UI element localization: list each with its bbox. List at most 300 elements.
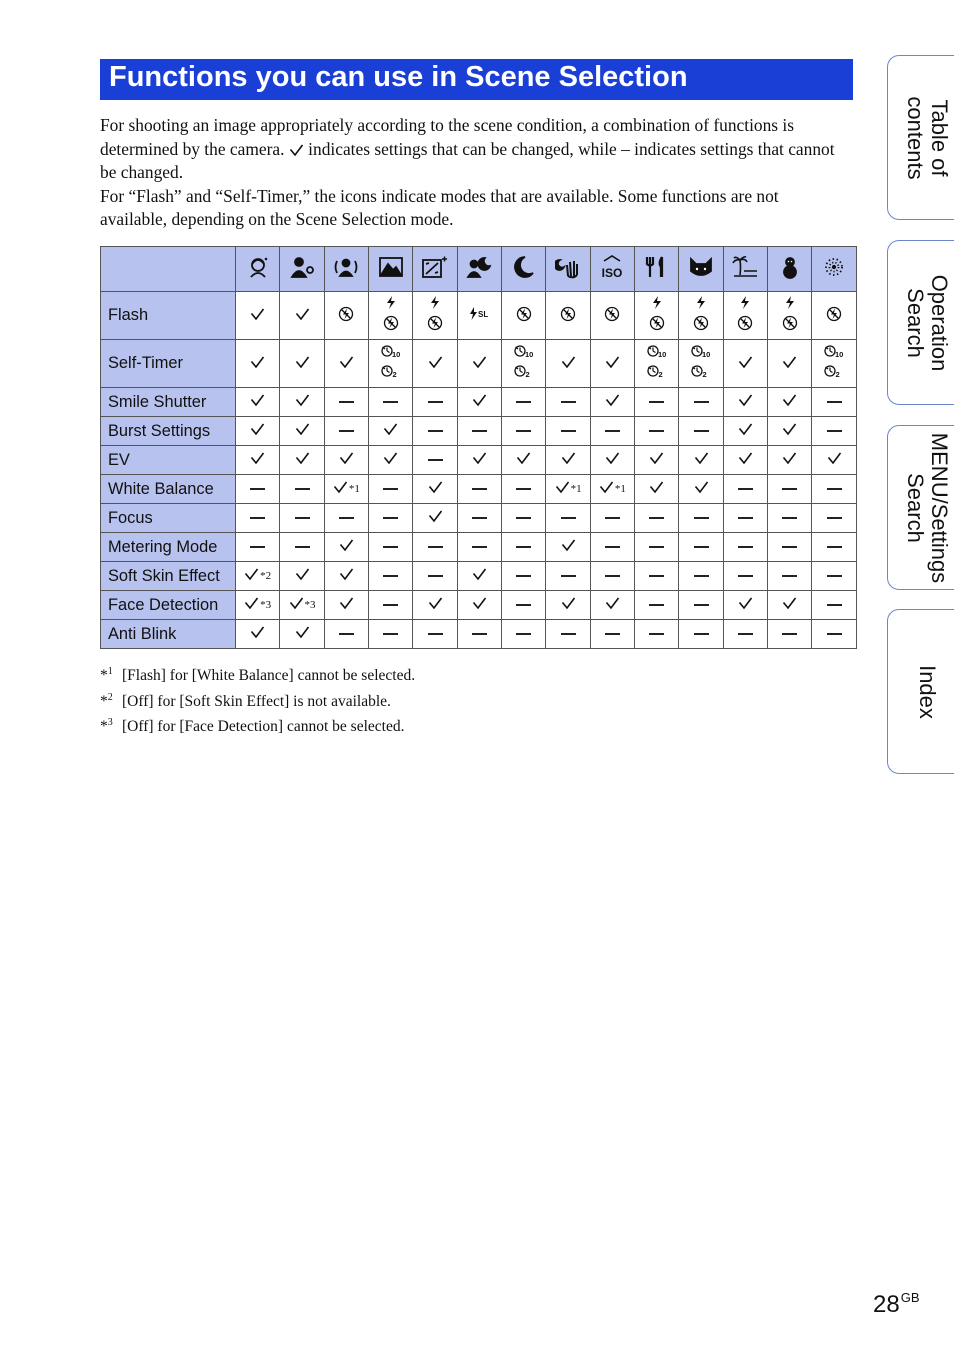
dash-mark <box>782 546 797 547</box>
checkmark-icon <box>295 451 310 469</box>
tab-menu-settings-search[interactable] <box>887 425 954 590</box>
table-cell <box>324 475 368 504</box>
checkmark-icon <box>561 355 576 373</box>
table-row <box>101 504 857 533</box>
checkmark-icon <box>782 393 797 411</box>
dash-mark <box>782 488 797 489</box>
checkmark-icon <box>738 422 753 440</box>
flash-off-icon <box>338 306 354 326</box>
checkmark-icon <box>428 480 443 498</box>
checkmark-icon <box>599 480 614 498</box>
table-cell <box>457 620 501 649</box>
checkmark-icon <box>694 480 709 498</box>
dash-mark <box>472 430 487 431</box>
table-cell <box>280 562 324 591</box>
tab-label-line2: Search <box>903 472 928 543</box>
checkmark-icon <box>782 355 797 373</box>
night-scene-icon <box>502 247 546 292</box>
table-cell <box>280 446 324 475</box>
dash-mark <box>383 604 398 605</box>
table-cell <box>457 446 501 475</box>
dash-mark <box>738 546 753 547</box>
flash-off-icon <box>427 315 443 336</box>
tab-label <box>903 432 951 582</box>
table-cell <box>723 292 767 340</box>
row-label: Smile Shutter <box>101 388 236 417</box>
row-label: Burst Settings <box>101 417 236 446</box>
table-cell <box>590 533 634 562</box>
table-cell <box>236 475 280 504</box>
dash-mark <box>649 546 664 547</box>
table-cell <box>457 562 501 591</box>
row-label: Metering Mode <box>101 533 236 562</box>
checkmark-icon <box>561 451 576 469</box>
dash-mark <box>561 517 576 518</box>
dash-mark <box>782 517 797 518</box>
checkmark-icon <box>555 480 570 498</box>
table-cell <box>723 533 767 562</box>
table-cell <box>413 340 457 388</box>
svg-text:10: 10 <box>657 350 667 358</box>
svg-text:2: 2 <box>658 370 663 378</box>
landscape-icon <box>369 247 413 292</box>
flash-off-icon <box>737 315 753 336</box>
checkmark-icon <box>295 393 310 411</box>
dash-mark <box>827 430 842 431</box>
table-row <box>101 417 857 446</box>
table-cell <box>502 562 546 591</box>
table-cell <box>369 446 413 475</box>
dash-mark <box>516 604 531 605</box>
table-cell <box>236 533 280 562</box>
table-cell <box>546 292 590 340</box>
table-cell <box>590 504 634 533</box>
checkmark-icon <box>605 596 620 614</box>
table-cell <box>679 504 723 533</box>
dash-mark <box>339 633 354 634</box>
checkmark-icon <box>339 538 354 556</box>
table-cell <box>457 504 501 533</box>
checkmark-icon <box>782 422 797 440</box>
table-row <box>101 620 857 649</box>
table-cell <box>502 388 546 417</box>
table-row <box>101 340 857 388</box>
table-cell <box>635 292 679 340</box>
table-cell <box>768 591 812 620</box>
table-cell <box>812 504 857 533</box>
table-cell <box>546 388 590 417</box>
dash-mark <box>428 546 443 547</box>
table-cell <box>635 533 679 562</box>
svg-text:2: 2 <box>525 370 530 378</box>
table-cell <box>236 504 280 533</box>
flash-off-icon <box>604 306 620 326</box>
table-cell <box>324 591 368 620</box>
footnote-marker: *$^1$ <box>100 666 113 685</box>
svg-text:10: 10 <box>391 350 401 358</box>
dash-mark <box>738 517 753 518</box>
dash-mark <box>561 430 576 431</box>
table-cell <box>546 620 590 649</box>
dash-mark <box>827 488 842 489</box>
beach-icon <box>723 247 767 292</box>
table-cell <box>723 446 767 475</box>
flash-off-icon <box>826 306 842 326</box>
row-label: Face Detection <box>101 591 236 620</box>
dash-mark <box>827 604 842 605</box>
dash-mark <box>339 401 354 402</box>
table-cell <box>590 292 634 340</box>
intro-text-a: For shooting an image appropriately according to the scene condition, a combination of functions is determined by the camera. <box>100 115 795 159</box>
table-cell <box>679 388 723 417</box>
table-cell <box>546 591 590 620</box>
table-cell <box>768 620 812 649</box>
page-title: Functions you can use in Scene Selection <box>109 61 688 93</box>
table-cell <box>723 504 767 533</box>
table-cell <box>812 446 857 475</box>
table-cell <box>324 417 368 446</box>
tab-label-line1: Table of <box>927 98 952 177</box>
table-cell <box>324 446 368 475</box>
table-cell <box>236 417 280 446</box>
checkmark-icon <box>295 625 310 643</box>
table-cell <box>369 475 413 504</box>
dash-mark <box>738 488 753 489</box>
table-cell <box>280 340 324 388</box>
tab-label-line2: contents <box>903 95 928 180</box>
table-cell <box>768 562 812 591</box>
dash-mark <box>561 633 576 634</box>
table-cell <box>679 591 723 620</box>
dash-mark <box>827 575 842 576</box>
checkmark-icon <box>333 480 348 498</box>
dash-mark <box>605 546 620 547</box>
table-cell <box>546 446 590 475</box>
table-cell <box>324 504 368 533</box>
checkmark-icon <box>339 355 354 373</box>
flash-off-icon <box>516 306 532 326</box>
table-row <box>101 292 857 340</box>
dash-mark <box>339 517 354 518</box>
dash-mark <box>339 430 354 431</box>
dash-mark <box>561 401 576 402</box>
dash-mark <box>827 401 842 402</box>
table-cell <box>590 388 634 417</box>
table-cell <box>812 340 857 388</box>
dash-mark <box>428 459 443 460</box>
svg-text:2: 2 <box>392 370 397 378</box>
dash-mark <box>383 488 398 489</box>
row-label: White Balance <box>101 475 236 504</box>
table-cell <box>812 620 857 649</box>
checkmark-icon <box>244 567 259 585</box>
row-label: Focus <box>101 504 236 533</box>
checkmark-icon <box>472 355 487 373</box>
table-row <box>101 533 857 562</box>
snow-icon <box>768 247 812 292</box>
tab-label-line1: Index <box>915 664 940 719</box>
table-cell <box>679 446 723 475</box>
table-cell <box>635 591 679 620</box>
table-cell <box>812 417 857 446</box>
footnote-text: [Flash] for [White Balance] cannot be selected. <box>122 667 416 685</box>
table-cell <box>280 504 324 533</box>
flash-off-icon <box>782 315 798 336</box>
table-cell <box>679 562 723 591</box>
self-timer-2sec-icon <box>824 364 844 383</box>
self-timer-10sec-icon <box>824 344 844 363</box>
table-cell <box>723 388 767 417</box>
dash-mark <box>649 430 664 431</box>
flash-auto-icon <box>740 296 750 314</box>
table-cell <box>502 446 546 475</box>
page-number-suffix: GB <box>900 1290 920 1305</box>
flash-off-icon <box>649 315 665 336</box>
flash-off-icon <box>693 315 709 336</box>
scene-function-table <box>100 246 857 649</box>
table-cell <box>502 340 546 388</box>
table-cell <box>413 533 457 562</box>
gourmet-icon <box>635 247 679 292</box>
dash-mark <box>383 546 398 547</box>
tab-label-line1: MENU/Settings <box>927 432 952 583</box>
dash-mark <box>649 633 664 634</box>
page-number <box>873 1290 920 1319</box>
table-cell <box>546 340 590 388</box>
table-cell <box>768 388 812 417</box>
self-timer-2sec-icon <box>381 364 401 383</box>
dash-mark <box>516 546 531 547</box>
dash-mark <box>694 517 709 518</box>
table-cell <box>236 292 280 340</box>
table-cell <box>280 292 324 340</box>
table-cell <box>457 591 501 620</box>
tab-index[interactable] <box>887 609 954 774</box>
dash-mark <box>516 633 531 634</box>
flash-auto-icon <box>386 296 396 314</box>
table-cell <box>324 292 368 340</box>
backlight-correction-hdr-icon <box>413 247 457 292</box>
table-cell <box>635 475 679 504</box>
table-cell <box>236 591 280 620</box>
checkmark-icon <box>250 355 265 373</box>
table-cell <box>236 340 280 388</box>
table-cell <box>768 292 812 340</box>
dash-mark <box>694 430 709 431</box>
table-cell <box>369 292 413 340</box>
table-cell <box>369 591 413 620</box>
checkmark-icon <box>295 355 310 373</box>
table-row <box>101 562 857 591</box>
footnote-text: [Off] for [Soft Skin Effect] is not available. <box>122 692 391 710</box>
footnote-ref: *3 <box>304 599 316 611</box>
dash-mark <box>738 633 753 634</box>
table-cell <box>457 475 501 504</box>
dash-mark <box>827 546 842 547</box>
fireworks-icon <box>812 247 857 292</box>
checkmark-icon <box>250 451 265 469</box>
dash-mark <box>250 488 265 489</box>
table-cell <box>502 591 546 620</box>
table-cell <box>679 620 723 649</box>
dash-mark <box>694 633 709 634</box>
table-cell <box>546 475 590 504</box>
table-cell <box>413 292 457 340</box>
checkmark-icon <box>289 596 304 614</box>
night-portrait-icon <box>457 247 501 292</box>
dash-mark <box>827 517 842 518</box>
footnote-item <box>100 661 415 687</box>
dash-mark <box>516 401 531 402</box>
table-cell <box>413 562 457 591</box>
self-timer-2sec-icon <box>691 364 711 383</box>
table-cell <box>768 417 812 446</box>
table-cell <box>502 504 546 533</box>
table-cell <box>679 417 723 446</box>
dash-mark <box>561 575 576 576</box>
table-cell <box>635 417 679 446</box>
dash-mark <box>516 517 531 518</box>
intro-text-b: indicates settings that can be changed, while – indicates settings that cannot be changed. <box>100 138 835 182</box>
dash-mark <box>694 575 709 576</box>
table-row <box>101 475 857 504</box>
table-cell <box>502 620 546 649</box>
table-cell <box>679 533 723 562</box>
footnote-marker: *$^3$ <box>100 717 113 736</box>
table-cell <box>590 417 634 446</box>
table-cell <box>812 388 857 417</box>
table-cell <box>324 388 368 417</box>
dash-mark <box>383 633 398 634</box>
table-cell <box>280 388 324 417</box>
checkmark-icon <box>250 625 265 643</box>
row-label: EV <box>101 446 236 475</box>
dash-mark <box>782 575 797 576</box>
checkmark-icon <box>738 596 753 614</box>
table-cell <box>723 340 767 388</box>
anti-motion-blur-icon <box>324 247 368 292</box>
table-cell <box>723 475 767 504</box>
flash-off-icon <box>383 315 399 336</box>
dash-mark <box>472 546 487 547</box>
table-cell <box>812 562 857 591</box>
dash-mark <box>605 517 620 518</box>
dash-mark <box>782 633 797 634</box>
footnote-marker: *$^2$ <box>100 691 113 710</box>
row-label: Anti Blink <box>101 620 236 649</box>
dash-mark <box>694 604 709 605</box>
table-cell <box>768 446 812 475</box>
footnote-ref: *3 <box>260 599 272 611</box>
dash-mark <box>516 575 531 576</box>
flash-off-icon <box>560 306 576 326</box>
table-cell <box>369 340 413 388</box>
checkmark-icon <box>472 596 487 614</box>
table-cell <box>457 533 501 562</box>
table-cell <box>369 388 413 417</box>
table-cell <box>413 417 457 446</box>
table-cell <box>679 292 723 340</box>
dash-mark <box>295 517 310 518</box>
checkmark-icon <box>782 451 797 469</box>
checkmark-icon <box>649 451 664 469</box>
flash-auto-icon <box>785 296 795 314</box>
tab-table-of-contents[interactable] <box>887 55 954 220</box>
table-cell <box>413 475 457 504</box>
table-cell <box>590 475 634 504</box>
tab-label <box>915 665 939 719</box>
tab-label <box>903 274 951 371</box>
dash-mark <box>295 488 310 489</box>
dash-mark <box>605 575 620 576</box>
table-cell <box>457 292 501 340</box>
table-cell <box>280 591 324 620</box>
footnote-ref: *1 <box>614 483 626 495</box>
table-cell <box>812 533 857 562</box>
dash-mark <box>694 401 709 402</box>
tab-label <box>903 96 951 179</box>
table-cell <box>546 504 590 533</box>
dash-mark <box>383 575 398 576</box>
dash-mark <box>383 517 398 518</box>
table-cell <box>369 562 413 591</box>
dash-mark <box>649 575 664 576</box>
table-cell <box>236 562 280 591</box>
tab-operation-search[interactable] <box>887 240 954 405</box>
row-label: Flash <box>101 292 236 340</box>
dash-mark <box>428 575 443 576</box>
checkmark-icon <box>472 567 487 585</box>
table-cell <box>280 620 324 649</box>
checkmark-icon <box>250 393 265 411</box>
table-cell <box>635 504 679 533</box>
table-cell <box>723 562 767 591</box>
svg-text:SL: SL <box>478 310 489 319</box>
checkmark-icon <box>738 355 753 373</box>
dash-mark <box>649 401 664 402</box>
checkmark-icon <box>605 451 620 469</box>
hand-held-twilight-icon <box>546 247 590 292</box>
footnote-text: [Off] for [Face Detection] cannot be selected. <box>122 718 405 736</box>
table-cell <box>324 340 368 388</box>
dash-mark <box>428 430 443 431</box>
intro-paragraph-1 <box>100 114 850 185</box>
svg-text:2: 2 <box>835 370 840 378</box>
table-cell <box>590 620 634 649</box>
self-timer-2sec-icon <box>514 364 534 383</box>
checkmark-icon <box>738 451 753 469</box>
checkmark-icon <box>289 143 304 157</box>
dash-mark <box>472 517 487 518</box>
table-cell <box>369 620 413 649</box>
dash-mark <box>295 546 310 547</box>
table-cell <box>723 417 767 446</box>
dash-mark <box>827 633 842 634</box>
table-cell <box>768 340 812 388</box>
dash-mark <box>516 430 531 431</box>
checkmark-icon <box>339 567 354 585</box>
checkmark-icon <box>428 596 443 614</box>
table-cell <box>812 292 857 340</box>
table-cell <box>723 620 767 649</box>
flash-auto-icon <box>696 296 706 314</box>
table-cell <box>413 388 457 417</box>
table-cell <box>236 620 280 649</box>
table-cell <box>280 475 324 504</box>
table-cell <box>413 504 457 533</box>
footnote-ref: *2 <box>260 570 272 582</box>
table-cell <box>768 533 812 562</box>
